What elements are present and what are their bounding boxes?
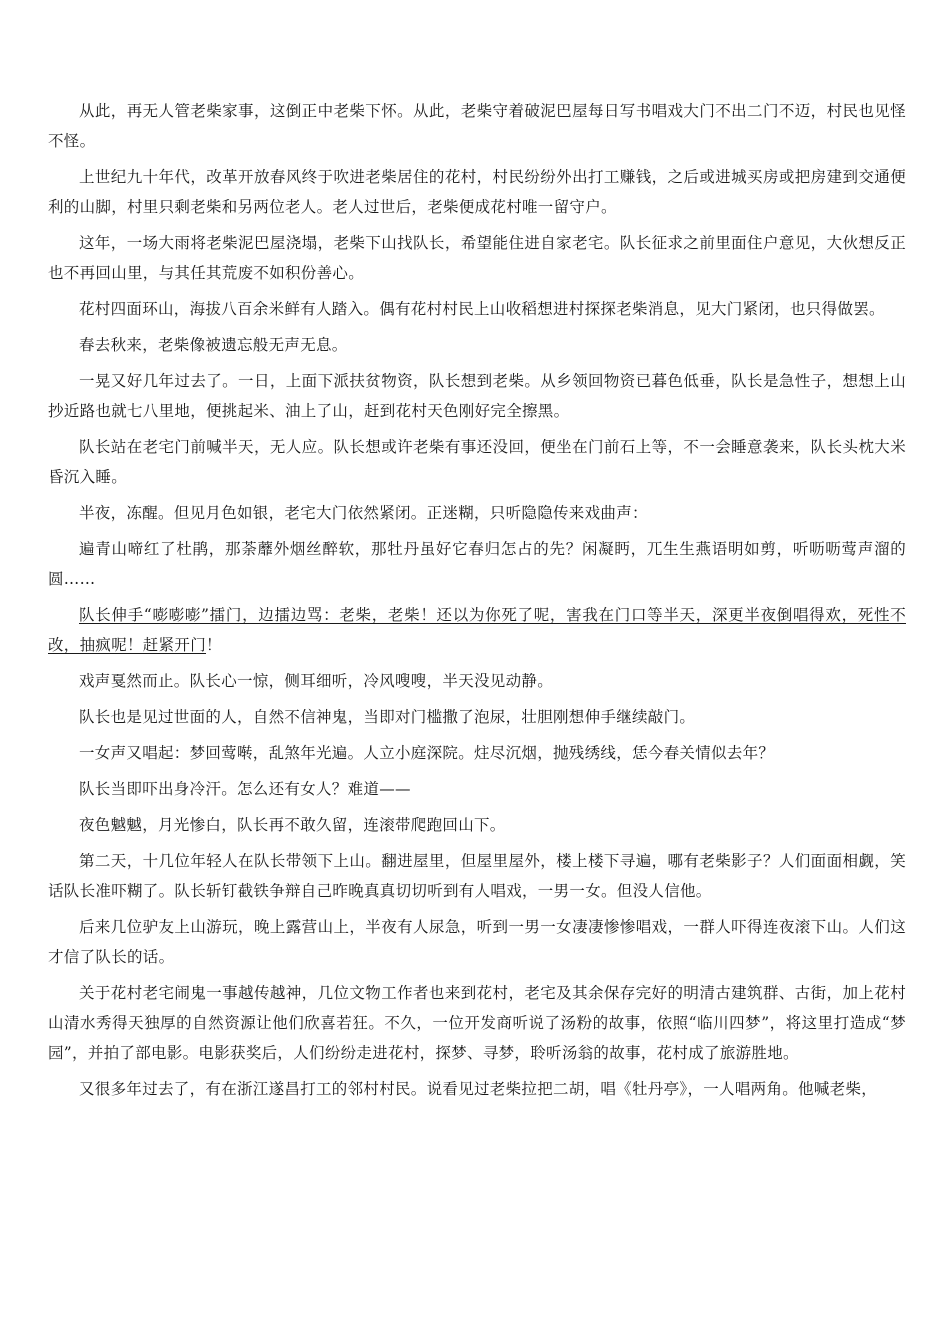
paragraph-1: 从此，再无人管老柴家事，这倒正中老柴下怀。从此，老柴守着破泥巴屋每日写书唱戏大门不出二门不迈，村民也见怪不怪。 bbox=[48, 102, 906, 150]
paragraph-2: 上世纪九十年代，改革开放春风终于吹进老柴居住的花村，村民纷纷外出打工赚钱，之后或进城买房或把房建到交通便利的山脚，村里只剩老柴和另两位老人。老人过世后，老柴便成花村唯一留守户。 bbox=[48, 168, 906, 216]
paragraph-6: 一晃又好几年过去了。一日，上面下派扶贫物资，队长想到老柴。从乡领回物资已暮色低垂，队长是急性子，想想上山抄近路也就七八里地，便挑起米、油上了山，赶到花村天色刚好完全擦黑。 bbox=[48, 372, 906, 420]
paragraph-16: 后来几位驴友上山游玩，晚上露营山上，半夜有人尿急，听到一男一女凄凄惨惨唱戏，一群人吓得连夜滚下山。人们这才信了队长的话。 bbox=[48, 918, 906, 966]
underlined-sentence: 队长伸手“嘭嘭嘭”擂门，边擂边骂：老柴，老柴！还以为你死了呢，害我在门口等半天，深更半夜倒唱得欢，死性不改，抽疯呢！赶紧开门 bbox=[48, 606, 906, 654]
paragraph-8: 半夜，冻醒。但见月色如银，老宅大门依然紧闭。正迷糊，只听隐隐传来戏曲声： bbox=[79, 504, 648, 522]
paragraph-13: 队长当即吓出身冷汗。怎么还有女人？难道—— bbox=[79, 780, 411, 798]
paragraph-4: 花村四面环山，海拔八百余米鲜有人踏入。偶有花村村民上山收稻想进村探探老柴消息，见大门紧闭，也只得做罢。 bbox=[79, 300, 885, 318]
paragraph-opera-lyrics: 遍青山啼红了杜鹃，那荼蘼外烟丝醉软，那牡丹虽好它春归怎占的先？闲凝眄，兀生生燕语明如剪，听呖呖莺声溜的圆…… bbox=[48, 540, 906, 588]
paragraph-5: 春去秋来，老柴像被遗忘般无声无息。 bbox=[79, 336, 348, 354]
document-page bbox=[48, 96, 906, 1110]
paragraph-7: 队长站在老宅门前喊半天，无人应。队长想或许老柴有事还没回，便坐在门前石上等，不一会睡意袭来，队长头枕大米昏沉入睡。 bbox=[48, 438, 906, 486]
paragraph-15: 第二天，十几位年轻人在队长带领下上山。翻进屋里，但屋里屋外，楼上楼下寻遍，哪有老柴影子？人们面面相觑，笑话队长准吓糊了。队长斩钉截铁争辩自己昨晚真真切切听到有人唱戏，一男一女。但没人信他。 bbox=[48, 852, 906, 900]
paragraph-10: 戏声戛然而止。队长心一惊，侧耳细听，冷风嗖嗖，半天没见动静。 bbox=[79, 672, 554, 690]
underlined-trailing-punct: ！ bbox=[206, 636, 222, 654]
paragraph-17: 关于花村老宅闹鬼一事越传越神，几位文物工作者也来到花村，老宅及其余保存完好的明清古建筑群、古街，加上花村山清水秀得天独厚的自然资源让他们欣喜若狂。不久，一位开发商听说了汤粉的故事，依照“临川四梦”，将这里打造成“梦园”，并拍了部电影。电影获奖后，人们纷纷走进花村，探梦、寻梦，聆听汤翁的故事，花村成了旅游胜地。 bbox=[48, 984, 906, 1062]
paragraph-3: 这年，一场大雨将老柴泥巴屋浇塌，老柴下山找队长，希望能住进自家老宅。队长征求之前里面住户意见，大伙想反正也不再回山里，与其任其荒废不如积份善心。 bbox=[48, 234, 906, 282]
paragraph-14: 夜色魆魆，月光惨白，队长再不敢久留，连滚带爬跑回山下。 bbox=[79, 816, 506, 834]
paragraph-12: 一女声又唱起：梦回莺啭，乱煞年光遍。人立小庭深院。炷尽沉烟，抛残绣线，恁今春关情似去年？ bbox=[79, 744, 775, 762]
paragraph-underlined bbox=[48, 600, 906, 660]
paragraph-11: 队长也是见过世面的人，自然不信神鬼，当即对门槛撒了泡尿，壮胆刚想伸手继续敲门。 bbox=[79, 708, 696, 726]
paragraph-18: 又很多年过去了，有在浙江遂昌打工的邻村村民。说看见过老柴拉把二胡，唱《牡丹亭》，一人唱两角。他喊老柴， bbox=[79, 1080, 878, 1098]
